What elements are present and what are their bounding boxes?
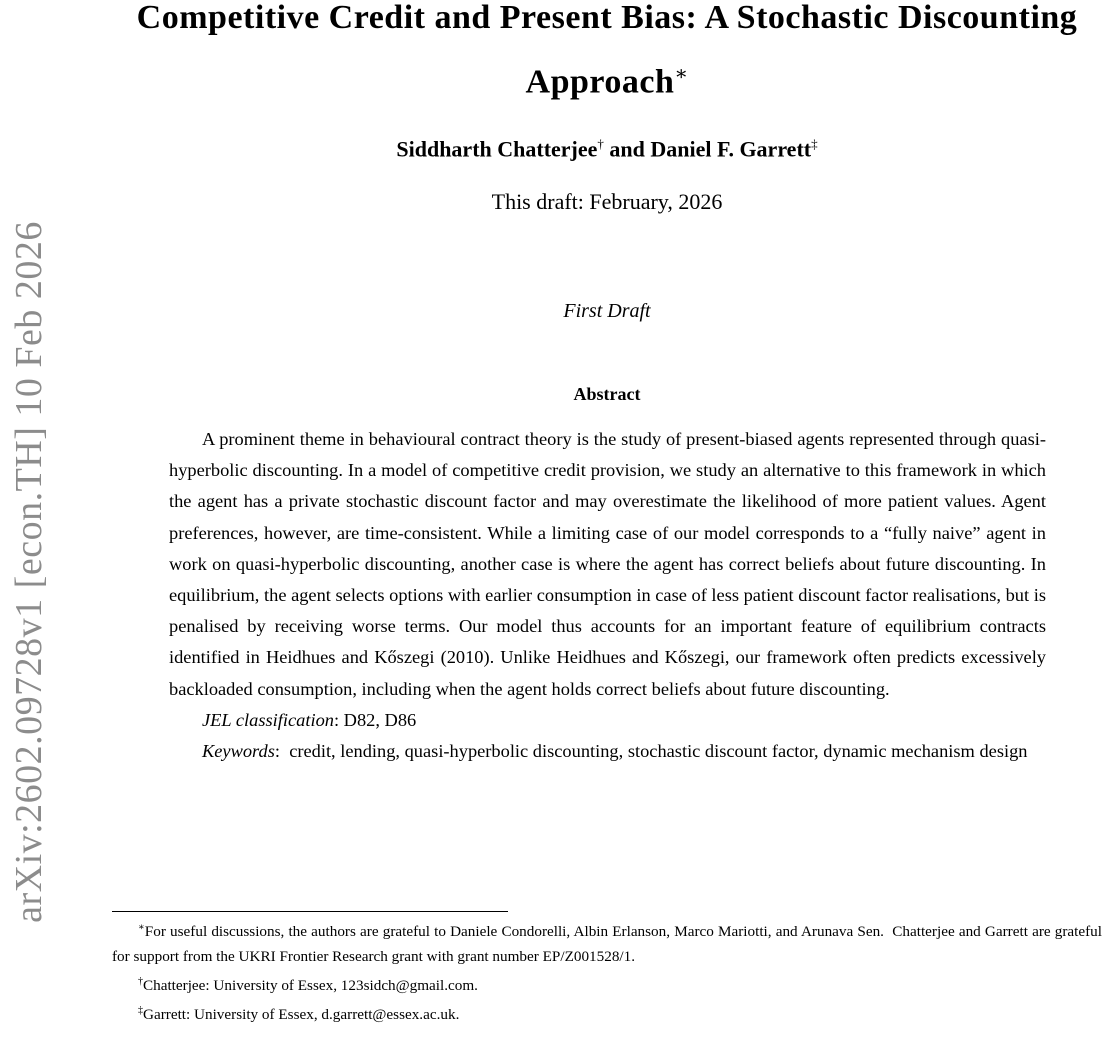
abstract-heading: Abstract (573, 384, 641, 404)
paper-title (112, 0, 1102, 110)
author-name: Daniel F. Garrett (650, 136, 812, 162)
jel-value: : D82, D86 (333, 709, 417, 730)
title-footnote-mark: ∗ (674, 63, 689, 85)
footnote-text: Chatterjee: University of Essex, 123sidch@gmail.com. (143, 977, 478, 995)
jel-classification (169, 705, 1046, 736)
jel-label: JEL classification (202, 709, 334, 730)
footnote (112, 998, 1102, 1027)
author-separator: and (603, 136, 651, 162)
footnote-text: For useful discussions, the authors are grateful to Daniele Condorelli, Albin Erlanson, Marco Mariotti, and Arunava Sen. Chatterjee and Garrett are grateful for support from the UKRI Frontier Research grant with grant number EP/Z001528/1. (112, 923, 1102, 966)
footnote-divider (112, 911, 508, 912)
draft-status: First Draft (563, 300, 651, 322)
author-name: Siddharth Chatterjee (396, 136, 598, 162)
arxiv-identifier-stamp: arXiv:2602.09728v1 [econ.TH] 10 Feb 2026 (8, 221, 50, 923)
keywords-value: : credit, lending, quasi-hyperbolic discounting, stochastic discount factor, dynamic mechanism design (274, 741, 1028, 762)
author-footnote-mark: † (597, 136, 604, 151)
keywords (169, 736, 1046, 767)
footnote-text: Garrett: University of Essex, d.garrett@essex.ac.uk. (143, 1006, 460, 1024)
draft-date: This draft: February, 2026 (491, 189, 723, 214)
author-line (112, 130, 1102, 163)
abstract-paragraph: A prominent theme in behavioural contract theory is the study of present-biased agents represented through quasi-hyperbolic discounting. In a model of competitive credit provision, we study an alternative to this framework in which the agent has a private stochastic discount factor and may overestimate the likelihood of more patient values. Agent preferences, however, are time-consistent. While a limiting case of our model corresponds to a “fully naive” agent in work on quasi-hyperbolic discounting, another case is where the agent has correct beliefs about future discounting. In equilibrium, the agent selects options with earlier consumption in case of less patient discount factor realisations, but is penalised by receiving worse terms. Our model thus accounts for an important feature of equilibrium contracts identified in Heidhues and Kőszegi (2010). Unlike Heidhues and Kőszegi, our framework often predicts excessively backloaded consumption, including when the agent holds correct beliefs about future discounting. (169, 429, 1046, 699)
footnotes-section (112, 915, 1102, 1027)
footnote-mark: ‡ (138, 1005, 143, 1017)
author-footnote-mark: ‡ (811, 136, 818, 151)
footnote-mark: † (138, 976, 143, 988)
paper-title-text: Competitive Credit and Present Bias: A Stochastic Discounting Approach (136, 0, 1078, 101)
abstract-section (169, 424, 1046, 767)
footnote-mark: ∗ (138, 922, 145, 933)
footnote (112, 969, 1102, 998)
footnote (112, 915, 1102, 969)
keywords-label: Keywords (202, 741, 275, 762)
